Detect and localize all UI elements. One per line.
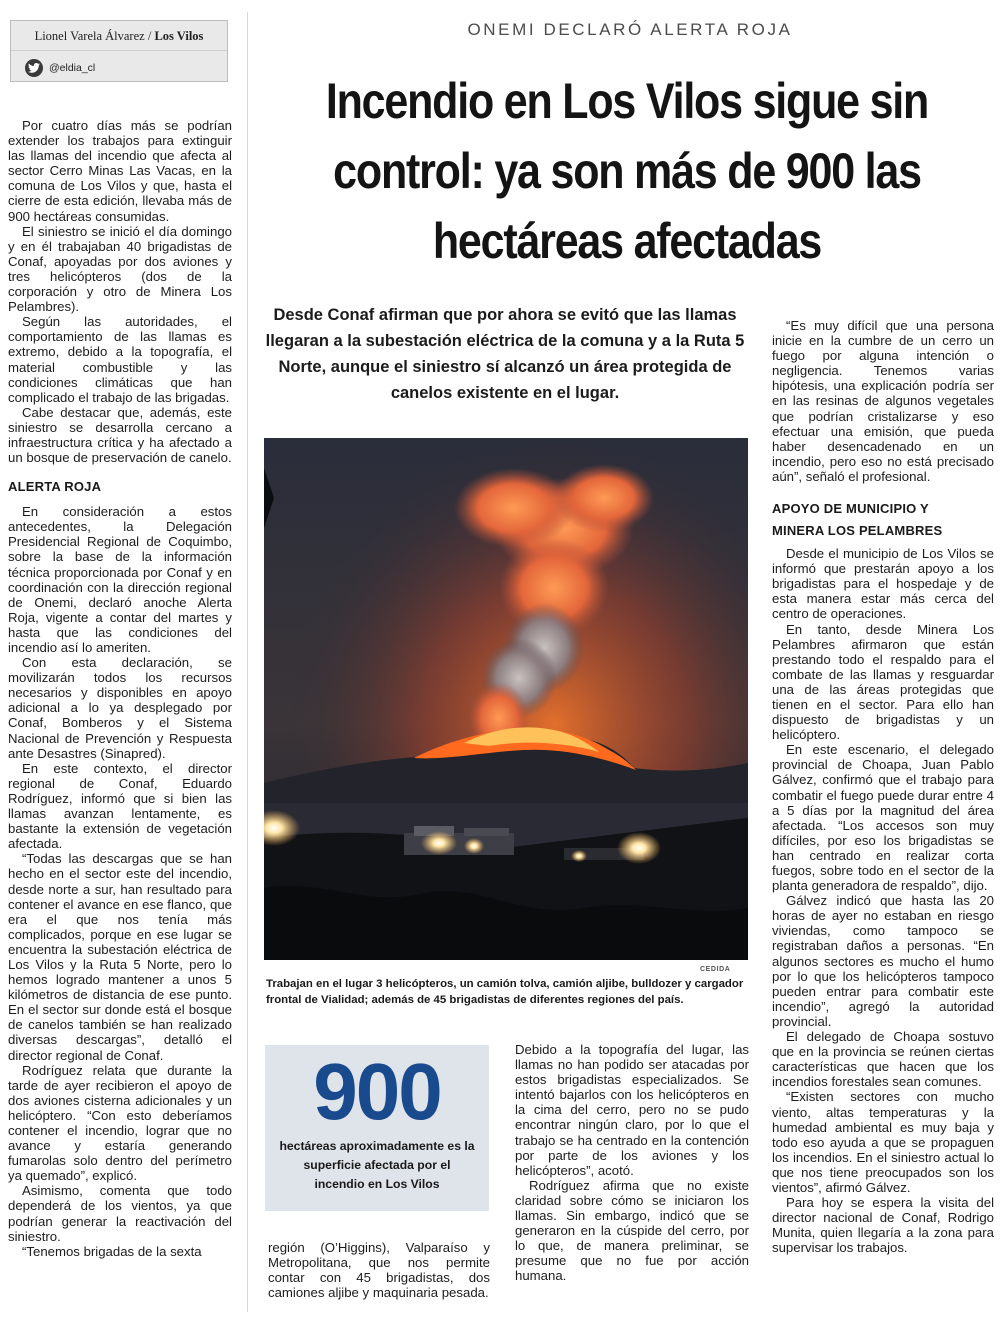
paragraph: En consideración a estos antecedentes, la Delegación Presidencial Regional de Coquimbo, sobre la base de la información técnica proporcionada por Conaf y en coordinación con la dirección regional de Onemi, declaró anoche Alerta Roja, vigente a contar del martes y hasta que las condiciones del incendio así lo ameriten. bbox=[8, 504, 232, 655]
paragraph: Según las autoridades, el comportamiento de las llamas es extremo, debido a la topografía, el material combustible y las condiciones climáticas que han complicado el trabajo de las brigadas. bbox=[8, 314, 232, 405]
deck: Desde Conaf afirman que por ahora se evitó que las llamas llegaran a la subestación eléctrica de la comuna y a la Ruta 5 Norte, aunque el siniestro sí alcanzó un área protegida de canelos existente en el lugar. bbox=[265, 306, 745, 402]
paragraph: “Tenemos brigadas de la sexta bbox=[22, 1243, 202, 1259]
byline-author: Lionel Varela Álvarez bbox=[34, 29, 145, 43]
photo-credit: CEDIDA bbox=[700, 966, 731, 973]
subhead-line: APOYO DE MUNICIPIO Y bbox=[772, 501, 929, 517]
subhead-line: MINERA LOS PELAMBRES bbox=[772, 523, 943, 539]
byline-location: Los Vilos bbox=[154, 29, 204, 43]
twitter-icon bbox=[25, 59, 43, 77]
kicker: ONEMI DECLARÓ ALERTA ROJA bbox=[467, 20, 793, 39]
byline-box bbox=[10, 20, 228, 82]
byline-twitter[interactable] bbox=[25, 59, 95, 77]
paragraph: Cabe destacar que, además, este siniestro se desarrolla cercano a infraestructura crítica y ha afectado a un bosque de preservación de canelo. bbox=[8, 404, 232, 466]
stat-text: hectáreas aproximadamente es la superficie afectada por el incendio en Los Vilos bbox=[279, 1139, 475, 1191]
byline-separator: / bbox=[147, 29, 152, 43]
photo-caption: Trabajan en el lugar 3 helicópteros, un camión tolva, camión aljibe, bulldozer y cargador frontal de Vialidad; además de 45 brigadistas de diferentes regiones del país. bbox=[266, 978, 744, 1006]
paragraph: En este contexto, el director regional de Conaf, Eduardo Rodríguez, informó que si bien las llamas avanzan lentamente, es bastante la extensión de vegetación afectada. bbox=[8, 760, 232, 852]
paragraph: “Existen sectores con mucho viento, altas temperaturas y la humedad ambiental es muy baja y todo eso ayuda a que se propaguen los incendios. En el siniestro actual lo que nos tiene preocupados son los vientos”, afirmó Gálvez. bbox=[772, 1089, 994, 1195]
paragraph: región (O’Higgins), Valparaíso y Metropolitana, que nos permite contar con 45 brigadistas, dos camiones aljibe y maquinaria pesada. bbox=[268, 1240, 490, 1301]
paragraph: Desde el municipio de Los Vilos se informó que prestarán apoyo a los brigadistas para el hospedaje y de esta manera estar más cerca del centro de operaciones. bbox=[772, 546, 994, 622]
paragraph: “Todas las descargas que se han hecho en el sector este del incendio, desde norte a sur, han resultado para contener el avance en ese flanco, que era el que nos tenía más complicados, porque en ese lugar se encuentra la subestación eléctrica de Los Vilos y la Ruta 5 Norte, pero lo hemos logrado mantener a unos 5 kilómetros de distancia de ese punto. En el sector sur donde está el bosque de canelos también se han realizado diversas descargas”, detalló el director regional de Conaf. bbox=[8, 851, 232, 1063]
stat-number: 900 bbox=[313, 1047, 441, 1136]
paragraph: Gálvez indicó que hasta las 20 horas de ayer no estaban en riesgo viviendas, como tampoco se registraban daños a personas. “En algunos sectores es mucho el humo por lo que los helicópteros tampoco pueden entrar para combatir este incendio”, agregó la autoridad provincial. bbox=[772, 893, 994, 1029]
paragraph: Asimismo, comenta que todo dependerá de los vientos, ya que podrían generar la reactivación del siniestro. bbox=[8, 1183, 232, 1244]
paragraph: Rodríguez afirma que no existe claridad sobre cómo se iniciaron los llamas. Sin embargo, indicó que se generaron en la cúspide del cerro, por lo que, de manera preliminar, se presume que no fue por acción humana. bbox=[515, 1177, 749, 1284]
paragraph: Para hoy se espera la visita del director nacional de Conaf, Rodrigo Munita, quien llegaría a la zona para supervisar los trabajos. bbox=[772, 1195, 994, 1256]
wildfire-illustration bbox=[264, 438, 748, 960]
subhead-alerta-roja: ALERTA ROJA bbox=[8, 479, 102, 495]
article-column-3 bbox=[515, 1042, 749, 1284]
paragraph: El siniestro se inició el día domingo y en él trabajaban 40 brigadistas de Conaf, apoyadas por dos aviones y tres helicópteros (dos de la corporación y otro de Minera Los Pelambres). bbox=[8, 223, 232, 315]
article-column-1 bbox=[8, 118, 232, 1259]
paragraph: Debido a la topografía del lugar, las llamas no han podido ser atacadas por estos brigadistas especializados. Se intentó bajarlos con los helicópteros en la cima del cerro, pero no se pudo encontrar ningún claro, por lo que el trabajo se ha centrado en la contención por parte de los aviones y los helicópteros”, acotó. bbox=[515, 1042, 749, 1178]
paragraph: En tanto, desde Minera Los Pelambres afirmaron que están prestando todo el respaldo para el combate de las llamas y resguardar una de las áreas protegidas que tienen en el sector. Para ello han dispuesto de brigadistas y un helicóptero. bbox=[772, 621, 994, 743]
stat-box bbox=[265, 1045, 489, 1211]
paragraph: En este escenario, el delegado provincial de Choapa, Juan Pablo Gálvez, confirmó que el trabajo para combatir el fuego puede durar entre 4 a 5 días por la magnitud del área afectada. “Los accesos son muy difíciles, por eso los brigadistas se han centrado en realizar corta fuegos, sobre todo en el sector de la planta generadora de respaldo”, dijo. bbox=[772, 742, 994, 894]
paragraph: Por cuatro días más se podrían extender los trabajos para extinguir las llamas del incendio que afecta al sector Cerro Minas Las Vacas, en la comuna de Los Vilos y que, hasta el cierre de esta edición, llevaba más de 900 hectáreas consumidas. bbox=[8, 118, 232, 224]
column-rule bbox=[247, 12, 248, 1312]
paragraph: El delegado de Choapa sostuvo que en la provincia se reúnen ciertas características que hacen que los incendios forestales sean comunes. bbox=[772, 1029, 994, 1090]
article-column-2 bbox=[268, 1240, 490, 1300]
paragraph: Con esta declaración, se movilizarán todos los recursos necesarios y disponibles en apoyo adicional a lo ya desplegado por Conaf, Bomberos y el Sistema Nacional de Prevención y Respuesta ante Desastres (Sinapred). bbox=[8, 655, 232, 761]
headline: Incendio en Los Vilos sigue sin control: ya son más de 900 las hectáreas afectadas bbox=[325, 73, 929, 269]
twitter-handle: @eldia_cl bbox=[49, 62, 96, 74]
article-column-4 bbox=[772, 318, 994, 1255]
subhead-apoyo bbox=[772, 498, 994, 542]
paragraph: “Es muy difícil que una persona inicie en la cumbre de un cerro un fuego por alguna intención o negligencia. Tenemos varias hipótesis, una explicación podría ser en las resinas de algunos vegetales que podrían cristalizarse y eso efectuar una emisión, que pueda haber desencadenado en un incendio, pero eso no está precisado aún”, señaló el profesional. bbox=[772, 318, 994, 484]
byline-author-line bbox=[11, 21, 227, 51]
wildfire-photo bbox=[264, 438, 748, 960]
paragraph: Rodríguez relata que durante la tarde de ayer recibieron el apoyo de dos aviones cisterna adicionales y un helicóptero. “Con esto deberíamos contener el incendio, lograr que no avance y estaría generando fumarolas solo dentro del perímetro ya quemado”, explicó. bbox=[8, 1062, 232, 1184]
